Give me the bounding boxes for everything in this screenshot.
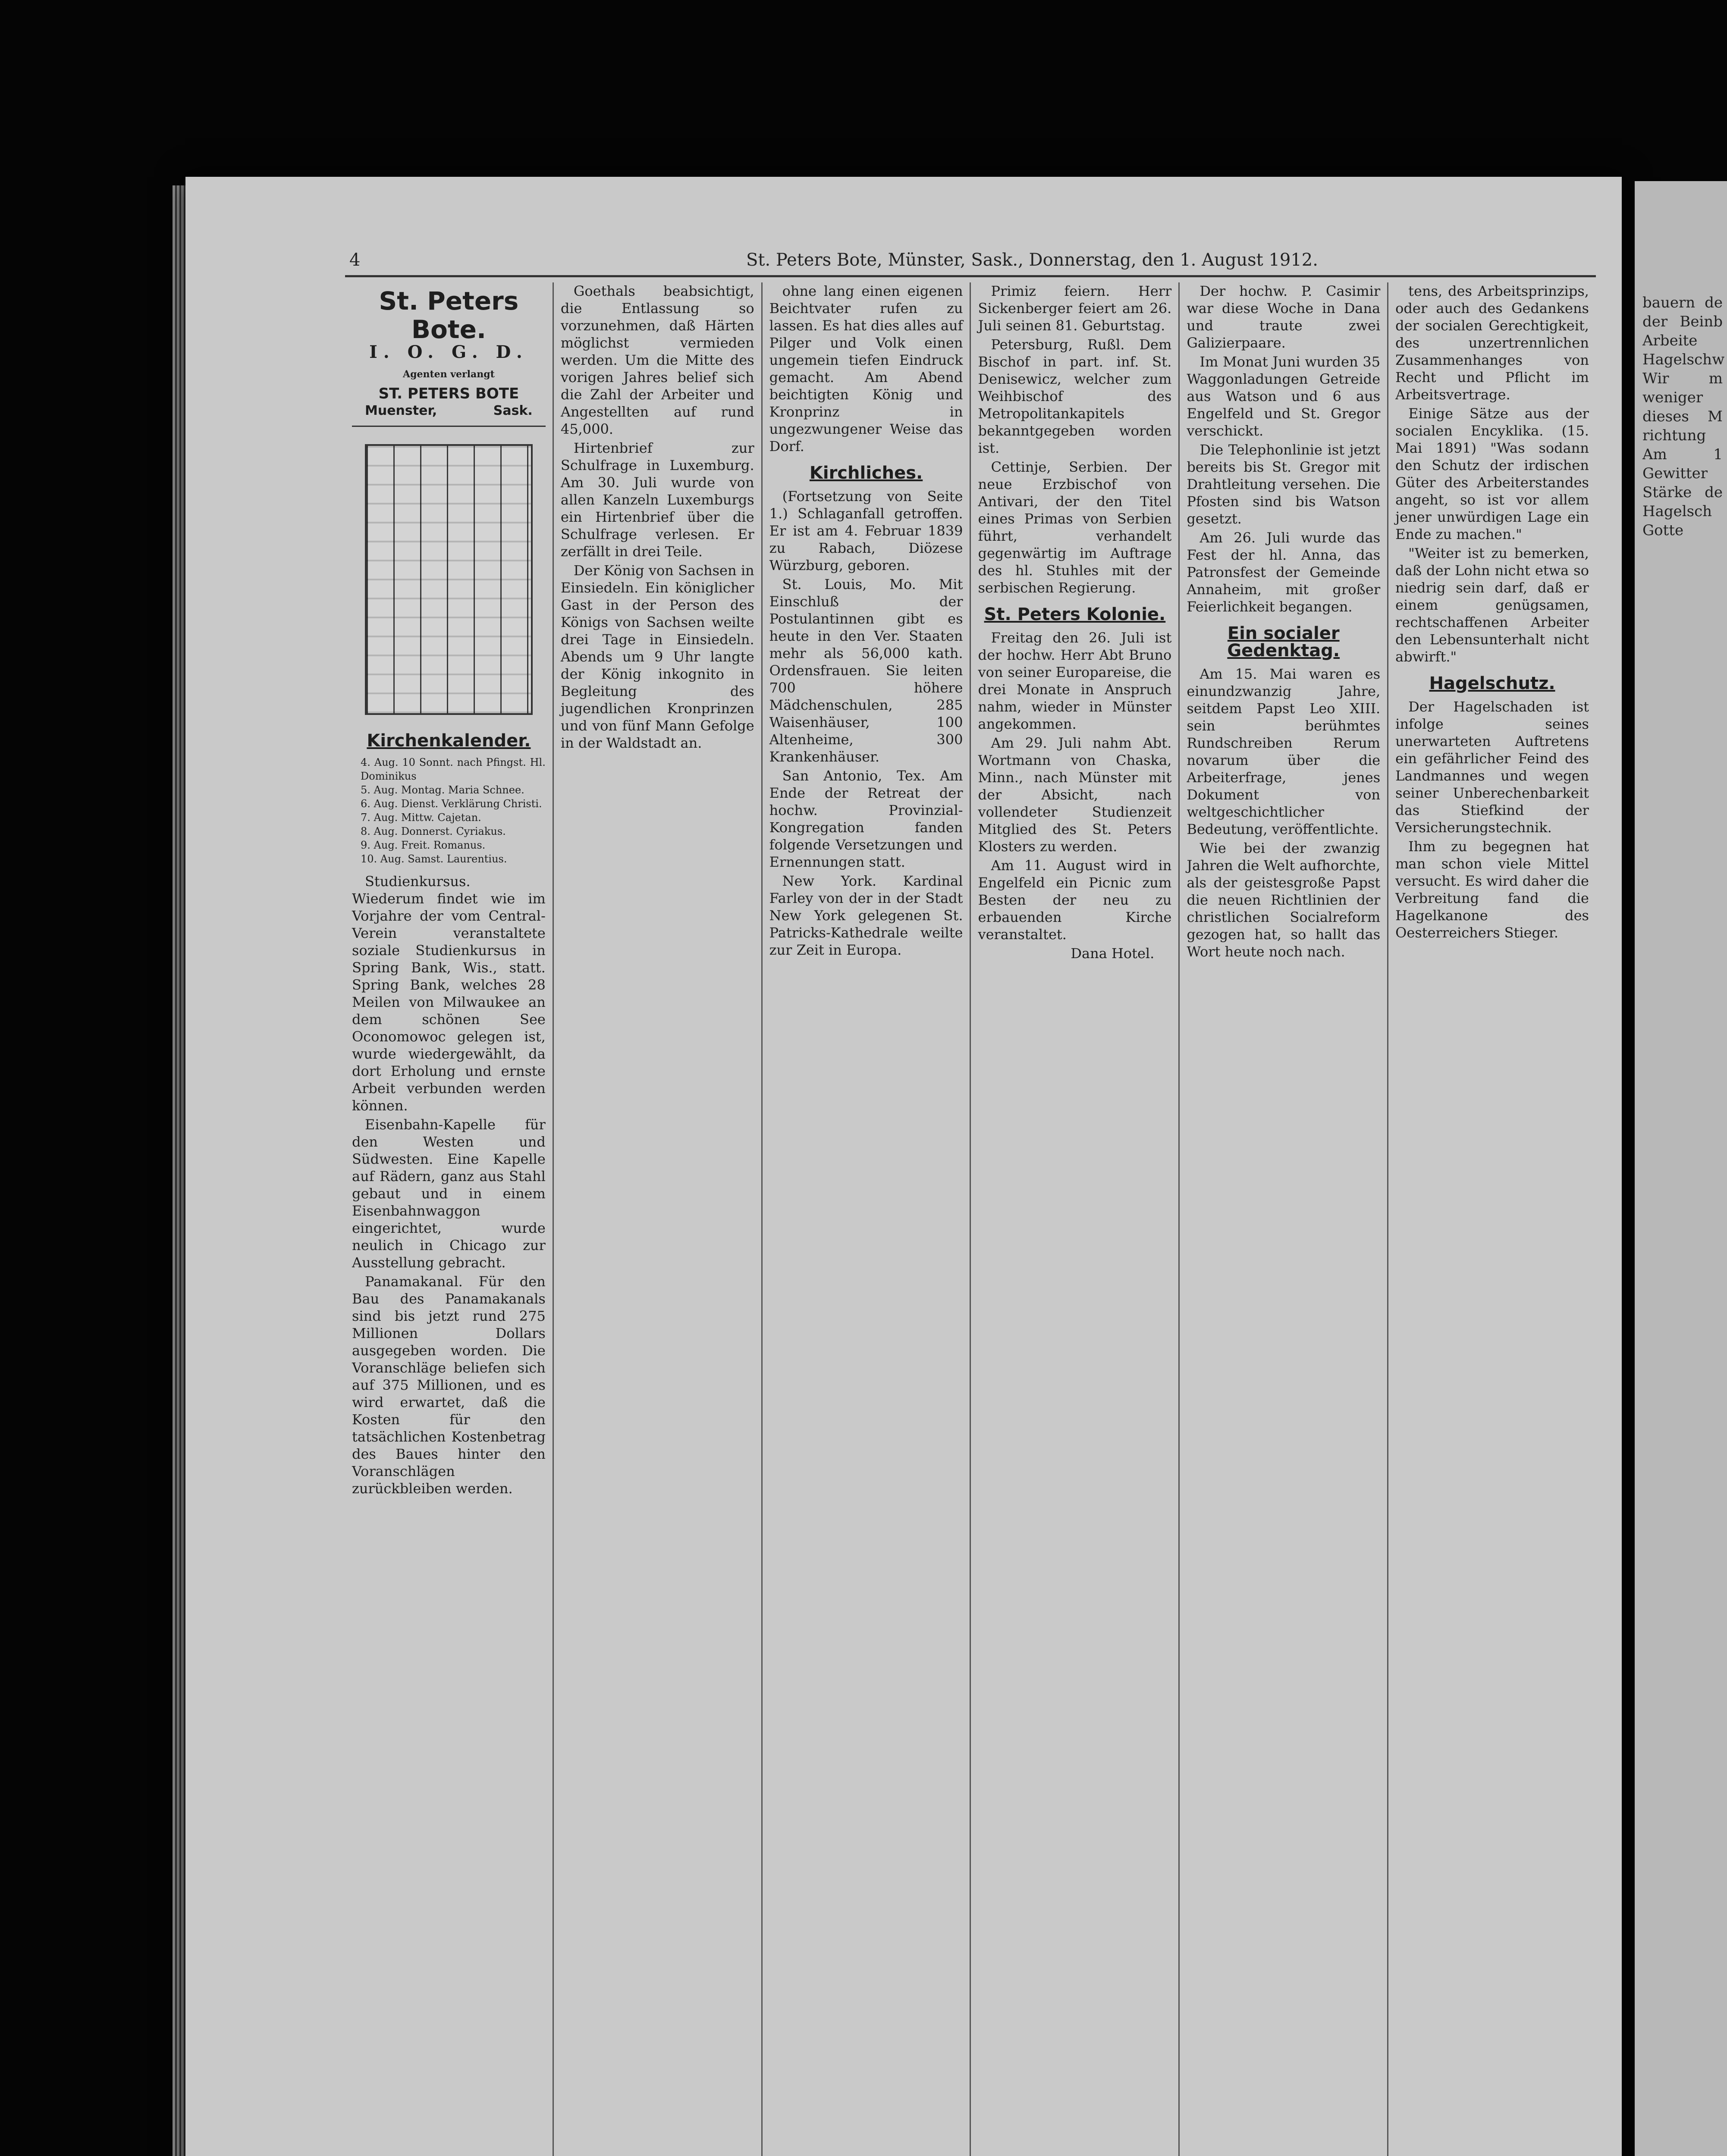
article-paragraph: Petersburg, Rußl. Dem Bischof in part. inf. St. Denisewicz, welcher zum Weihbischof des Metropolitankapitels bekanntgegeben worden ist. — [978, 336, 1172, 456]
page-title: St. Peters Bote, Münster, Sask., Donnerstag, den 1. August 1912. — [746, 250, 1318, 270]
article-paragraph: New York. Kardinal Farley von der in der Stadt New York gelegenen St. Patricks-Kathedrale weilte zur Zeit in Europa. — [769, 873, 963, 958]
article-paragraph: Goethals beabsichtigt, die Entlassung so vorzunehmen, daß Härten möglichst vermieden werden. Um die Mitte des vorigen Jahres belief sich die Zahl der Arbeiter und Angestellten auf rund 45,000. — [560, 283, 754, 437]
calendar-entry: 9. Aug. Freit. Romanus. — [361, 839, 486, 851]
page-header — [185, 250, 1622, 272]
calendar-entry: 5. Aug. Montag. Maria Schnee. — [361, 784, 524, 796]
article-paragraph: ohne lang einen eigenen Beichtvater rufen zu lassen. Es hat dies alles auf Pilger und Volk einen ungemein tiefen Eindruck gemacht. Am Abend beichtigten König und Kronprinz in ungezwungener Weise das Dorf. — [769, 283, 963, 454]
article-paragraph: Am 29. Juli nahm Abt. Wortmann von Chaska, Minn., nach Münster mit der Absicht, nach vollendeter Studienzeit Mitglied des St. Peters Klosters zu werden. — [978, 735, 1172, 855]
columns — [345, 282, 1596, 2156]
publisher-location — [352, 402, 546, 427]
publisher-place: Muenster, — [365, 403, 437, 418]
hail-heading: Hagelschutz. — [1429, 674, 1555, 693]
article-paragraph: Eisenbahn-Kapelle für den Westen und Südwesten. Eine Kapelle auf Rädern, ganz aus Stahl gebaut und in einem Eisenbahnwaggon eingerichtet, wurde neulich in Chicago zur Ausstellung gebracht. — [352, 1116, 546, 1271]
calendar-table-image — [365, 444, 533, 715]
colony-heading: St. Peters Kolonie. — [984, 605, 1166, 624]
newspaper-page — [185, 177, 1622, 2156]
column-1 — [345, 282, 554, 2156]
signature: Dana Hotel. — [1071, 945, 1155, 962]
article-paragraph: Ihm zu begegnen hat man schon viele Mittel versucht. Es wird daher die Verbreitung fand die Hagelkanone des Oesterreichers Stieger. — [1395, 838, 1589, 941]
article-paragraph: Am 11. August wird in Engelfeld ein Picnic zum Besten der neu zu erbauenden Kirche veranstaltet. — [978, 857, 1172, 943]
calendar-entry: 10. Aug. Samst. Laurentius. — [361, 853, 507, 865]
publisher-province: Sask. — [493, 403, 533, 418]
article-paragraph: Wie bei der zwanzig Jahren die Welt aufhorchte, als der geistesgroße Papst die neuen Richtlinien der christlichen Socialreform gezogen hat, so hallt das Wort heute noch nach. — [1187, 840, 1381, 960]
article-paragraph: Freitag den 26. Juli ist der hochw. Herr Abt Bruno von seiner Europareise, die drei Monate in Anspruch nahm, wieder in Münster angekommen. — [978, 630, 1172, 732]
masthead-order: I. O. G. D. — [369, 342, 528, 362]
article-paragraph: Der hochw. P. Casimir war diese Woche in Dana und traute zwei Galizierpaare. — [1187, 283, 1381, 351]
article-paragraph: Am 26. Juli wurde das Fest der hl. Anna, das Patronsfest der Gemeinde Annaheim, mit großer Feierlichkeit begangen. — [1187, 530, 1381, 615]
column-3 — [763, 282, 971, 2156]
page-number: 4 — [349, 250, 361, 270]
masthead-agents: Agenten verlangt — [403, 369, 495, 380]
column-6 — [1388, 282, 1596, 2156]
publisher-name: ST. PETERS BOTE — [378, 385, 519, 402]
article-paragraph: Am 15. Mai waren es einundzwanzig Jahre, seitdem Papst Leo XIII. sein berühmtes Rundschreiben Rerum novarum über die Arbeiterfrage, jenes Dokument von weltgeschichtlicher Bedeutung, veröffentlichte. — [1187, 666, 1381, 837]
article-paragraph: San Antonio, Tex. Am Ende der Retreat der hochw. Provinzial-Kongregation fanden folgende Versetzungen und Ernennungen statt. — [769, 768, 963, 870]
memorial-heading: Ein socialer Gedenktag. — [1227, 624, 1340, 661]
calendar-heading: Kirchenkalender. — [367, 731, 531, 751]
masthead-title: St. Peters Bote. — [379, 286, 519, 344]
calendar-list — [352, 755, 546, 866]
article-paragraph: Studienkursus. Wiederum findet wie im Vorjahre der vom Central-Verein veranstaltete soziale Studienkursus in Spring Bank, Wis., statt. Spring Bank, welches 28 Meilen von Milwaukee an dem schönen See Oconomowoc gelegen ist, wurde wiedergewählt, da dort Erholung und ernste Arbeit verbunden werden können. — [352, 873, 546, 1114]
adjacent-page-text: bauern de der Beinb Arbeite Hagelschw Wir m weniger dieses M richtung Am 1 Gewitter Stärke de Hagelsch Gotte — [1642, 294, 1725, 539]
calendar-entry: 4. Aug. 10 Sonnt. nach Pfingst. Hl. Dominikus — [361, 756, 546, 782]
article-paragraph: Primiz feiern. Herr Sickenberger feiert am 26. Juli seinen 81. Geburtstag. — [978, 283, 1172, 334]
article-paragraph: St. Louis, Mo. Mit Einschluß der Postulantinnen gibt es heute in den Ver. Staaten mehr als 56,000 kath. Ordensfrauen. Sie leiten 700 höhere Mädchenschulen, 285 Waisenhäuser, 100 Altenheime, 300 Krankenhäuser. — [769, 576, 963, 765]
article-paragraph: tens, des Arbeitsprinzips, oder auch des Gedankens der socialen Gerechtigkeit, des unzertrennlichen Zusammenhanges von Recht und Pflicht im Arbeitsvertrage. — [1395, 283, 1589, 403]
column-4 — [971, 282, 1180, 2156]
article-paragraph: Einige Sätze aus der socialen Encyklika. (15. Mai 1891) "Was sodann den Schutz der irdischen Güter des Arbeiterstandes angeht, so ist vor allem jener unwürdigen Lage ein Ende zu machen." — [1395, 405, 1589, 542]
header-rule — [345, 275, 1596, 277]
adjacent-page-fragment — [1635, 181, 1727, 2156]
article-paragraph: Die Telephonlinie ist jetzt bereits bis St. Gregor mit Drahtleitung versehen. Die Pfosten sind bis Watson gesetzt. — [1187, 442, 1381, 527]
calendar-entry: 8. Aug. Donnerst. Cyriakus. — [361, 825, 506, 837]
article-paragraph: Der Hagelschaden ist infolge seines unerwarteten Auftretens ein gefährlicher Feind des Landmannes und wegen seiner Unberechenbarkeit das Stiefkind der Versicherungstechnik. — [1395, 699, 1589, 836]
article-paragraph: Der König von Sachsen in Einsiedeln. Ein königlicher Gast in der Person des Königs von Sachsen weilte drei Tage in Einsiedeln. Abends um 9 Uhr langte der König inkognito in Begleitung des jugendlichen Kronprinzen und von fünf Mann Gefolge in der Waldstadt an. — [560, 562, 754, 751]
article-paragraph: Cettinje, Serbien. Der neue Erzbischof von Antivari, der den Titel eines Primas von Serbien führt, verhandelt gegenwärtig im Auftrage des hl. Stuhles mit der serbischen Regierung. — [978, 459, 1172, 596]
column-2 — [554, 282, 763, 2156]
church-news-heading: Kirchliches. — [809, 463, 923, 483]
article-paragraph: Hirtenbrief zur Schulfrage in Luxemburg. Am 30. Juli wurde von allen Kanzeln Luxemburgs ein Hirtenbrief über die Schulfrage verlesen. Er zerfällt in drei Teile. — [560, 440, 754, 560]
article-paragraph: Panamakanal. Für den Bau des Panamakanals sind bis jetzt rund 275 Millionen Dollars ausgegeben worden. Die Voranschläge beliefen sich auf 375 Millionen, und es wird erwartet, daß die Kosten für den tatsächlichen Kostenbetrag des Baues hinter den Voranschlägen zurückbleiben werden. — [352, 1273, 546, 1497]
calendar-entry: 6. Aug. Dienst. Verklärung Christi. — [361, 798, 542, 810]
column-5 — [1180, 282, 1388, 2156]
article-paragraph: "Weiter ist zu bemerken, daß der Lohn nicht etwa so niedrig sein darf, daß er einem genügsamen, rechtschaffenen Arbeiter den Lebensunterhalt nicht abwirft." — [1395, 545, 1589, 665]
article-paragraph: Im Monat Juni wurden 35 Waggonladungen Getreide aus Watson und 6 aus Engelfeld und St. Gregor verschickt. — [1187, 354, 1381, 439]
calendar-entry: 7. Aug. Mittw. Cajetan. — [361, 812, 481, 824]
article-paragraph: (Fortsetzung von Seite 1.) Schlaganfall getroffen. Er ist am 4. Februar 1839 zu Rabach, Diözese Würzburg, geboren. — [769, 488, 963, 573]
